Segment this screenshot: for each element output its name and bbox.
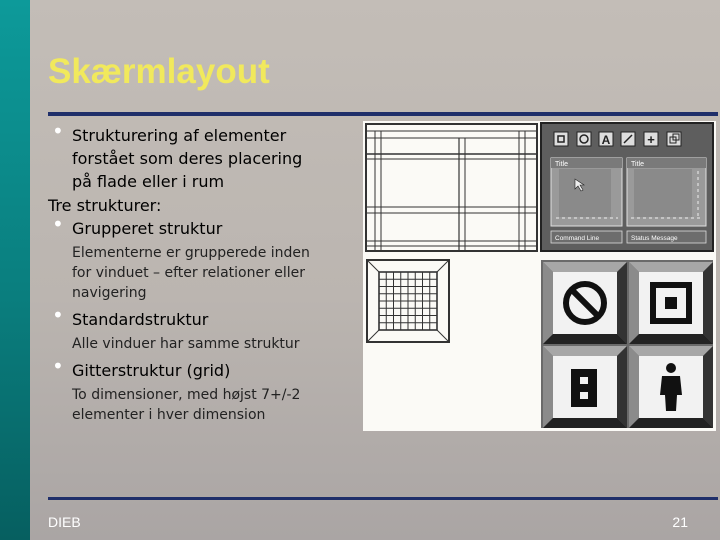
toolbar-plus-icon: +	[647, 132, 655, 147]
teal-side-bar	[0, 0, 30, 540]
bullet-item	[48, 212, 360, 240]
footer-label: DIEB	[48, 514, 81, 530]
sub-line: Elementerne er grupperede inden	[72, 245, 310, 261]
layout-examples-figure	[363, 121, 716, 431]
footer-rule	[48, 497, 718, 500]
bullet-label: Gitterstruktur (grid)	[72, 361, 231, 380]
grid-layout-sketch	[367, 260, 449, 342]
sub-text	[48, 243, 360, 303]
bullet-line: Strukturering af elementer	[72, 126, 287, 145]
window-title-right: Title	[631, 161, 644, 168]
title-rule	[48, 112, 718, 116]
bullet-label: Standardstruktur	[72, 310, 209, 329]
page-number: 21	[672, 514, 688, 530]
bullet-line: på flade eller i rum	[72, 172, 225, 191]
sub-line: navigering	[72, 285, 147, 301]
bullet-item	[48, 303, 360, 331]
door-panel-icon	[571, 369, 597, 407]
bullet-list	[48, 119, 360, 425]
bullet-line: forstået som deres placering	[72, 149, 303, 168]
bullet-label: Grupperet struktur	[72, 219, 223, 238]
grouped-layout-sketch	[366, 124, 537, 251]
sub-text	[48, 385, 360, 425]
bullet-dot-icon: •	[52, 212, 64, 236]
sub-line: Alle vinduer har samme struktur	[72, 336, 300, 352]
layout-examples-svg	[363, 121, 716, 431]
sub-text	[48, 334, 360, 354]
icon-tile-grid	[541, 260, 713, 428]
slide-title: Skærmlayout	[48, 52, 270, 91]
toolbar-text-icon: A	[601, 133, 611, 147]
sub-line: for vinduet – efter relationer eller	[72, 265, 306, 281]
bullet-dot-icon: •	[52, 303, 64, 327]
bullet-dot-icon: •	[52, 119, 64, 143]
bullet-item	[48, 354, 360, 382]
sub-line: To dimensioner, med højst 7+/-2	[72, 387, 301, 403]
section-heading: Tre strukturer:	[48, 196, 162, 215]
standard-layout-screenshot	[541, 123, 713, 251]
command-line-label: Command Line	[555, 235, 600, 242]
status-message-label: Status Message	[631, 235, 678, 242]
window-title-left: Title	[555, 161, 568, 168]
bullet-item	[48, 119, 360, 193]
sub-line: elementer i hver dimension	[72, 407, 266, 423]
bullet-dot-icon: •	[52, 354, 64, 378]
